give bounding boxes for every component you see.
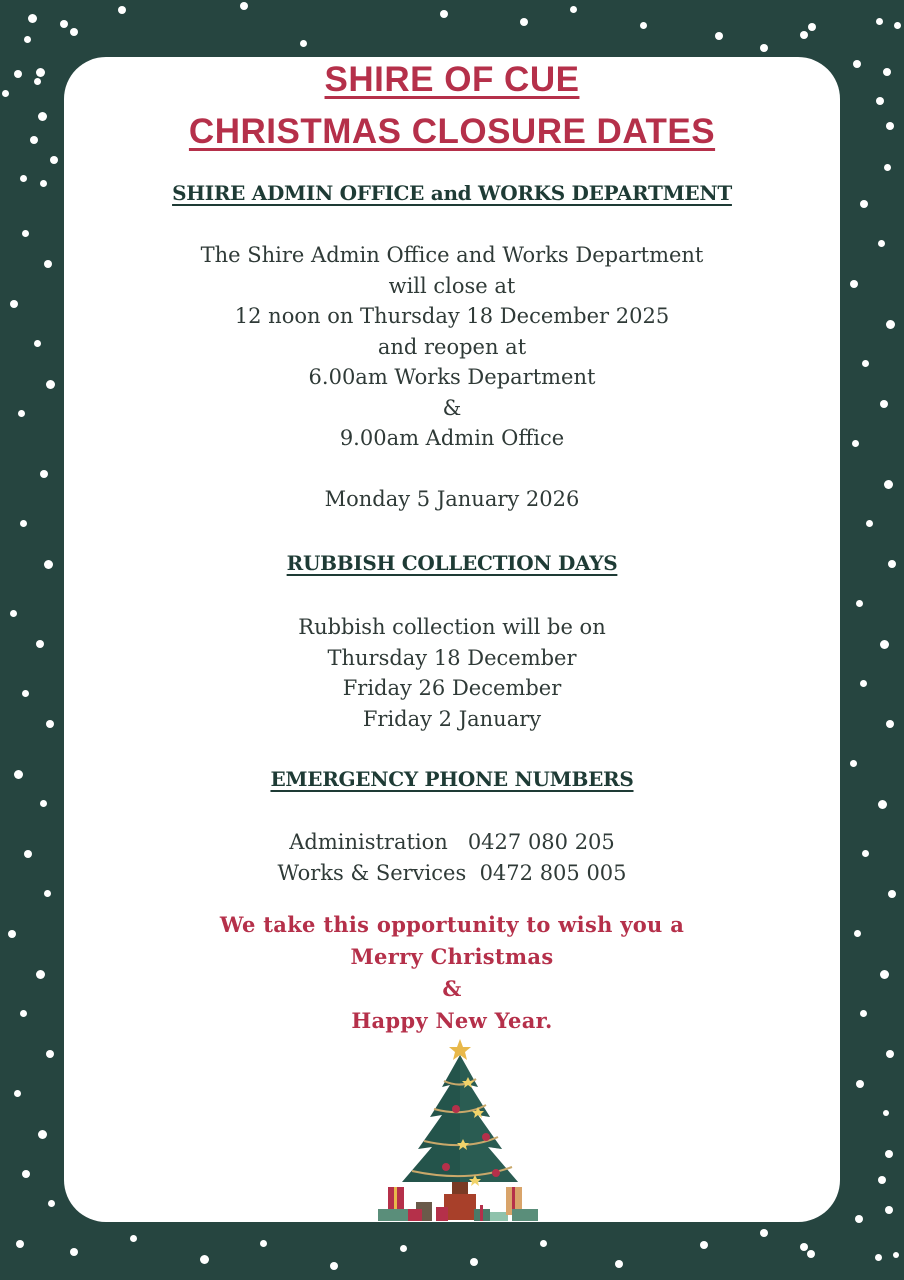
rubbish-line: Thursday 18 December xyxy=(327,645,577,670)
heading-rubbish-collection: RUBBISH COLLECTION DAYS xyxy=(286,551,618,575)
admin-line: & xyxy=(442,395,462,420)
admin-line: 6.00am Works Department xyxy=(308,365,596,389)
greeting-line: Merry Christmas xyxy=(350,944,554,969)
admin-line: and reopen at xyxy=(377,334,527,359)
rubbish-line: Friday 26 December xyxy=(342,676,562,700)
contact-works-services: Works & Services 0472 805 005 xyxy=(277,860,627,885)
greeting-line: & xyxy=(442,976,462,1001)
emergency-contacts xyxy=(64,827,840,888)
contact-administration: Administration 0427 080 205 xyxy=(289,830,615,854)
admin-reopen-date: Monday 5 January 2026 xyxy=(324,487,580,511)
admin-closure-details xyxy=(64,240,840,515)
title-shire-of-cue: SHIRE OF CUE xyxy=(324,60,580,99)
admin-line: The Shire Admin Office and Works Department xyxy=(200,243,704,267)
notice-card xyxy=(64,57,840,1222)
rubbish-line: Rubbish collection will be on xyxy=(298,615,606,639)
title-christmas-closure-dates: CHRISTMAS CLOSURE DATES xyxy=(188,112,716,151)
heading-admin-office: SHIRE ADMIN OFFICE and WORKS DEPARTMENT xyxy=(172,181,732,205)
admin-line: will close at xyxy=(388,273,516,298)
holiday-greeting xyxy=(64,909,840,1037)
admin-line: 9.00am Admin Office xyxy=(339,426,565,450)
heading-emergency-phone-numbers: EMERGENCY PHONE NUMBERS xyxy=(270,767,634,791)
greeting-line: We take this opportunity to wish you a xyxy=(219,912,685,937)
rubbish-line: Friday 2 January xyxy=(362,706,542,731)
rubbish-collection-details xyxy=(64,612,840,734)
greeting-line: Happy New Year. xyxy=(351,1008,553,1033)
admin-line-spacer xyxy=(64,454,840,485)
admin-line: 12 noon on Thursday 18 December 2025 xyxy=(234,304,670,328)
christmas-tree-with-presents-icon xyxy=(378,1037,548,1222)
